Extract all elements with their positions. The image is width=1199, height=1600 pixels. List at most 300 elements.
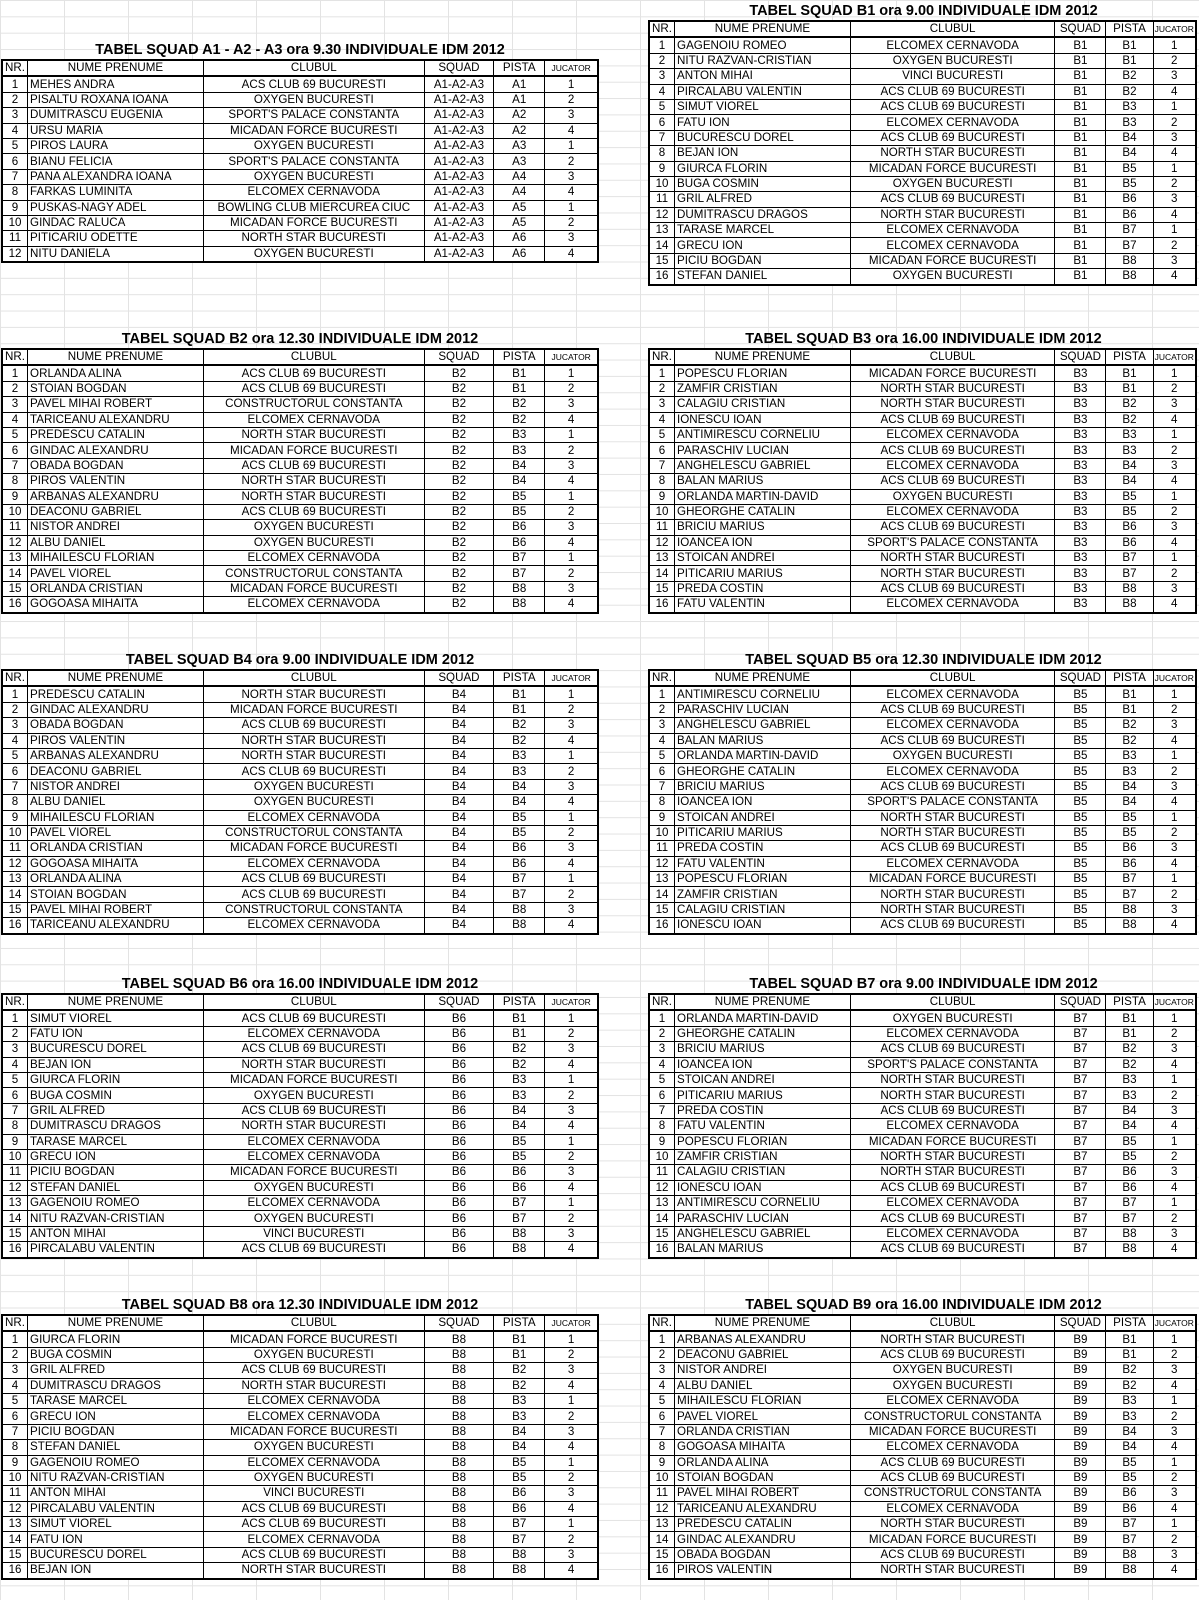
- cell-squad: A1-A2-A3: [424, 185, 494, 200]
- cell-nr: 12: [649, 1501, 675, 1516]
- cell-name: PUSKAS-NAGY ADEL: [28, 200, 204, 215]
- cell-name: OBADA BOGDAN: [675, 1547, 851, 1562]
- table-row: [649, 99, 1196, 114]
- cell-nr: 13: [2, 872, 28, 887]
- cell-nr: 11: [649, 841, 675, 856]
- column-header-squad: SQUAD: [424, 1315, 494, 1331]
- cell-squad: B8: [424, 1409, 494, 1424]
- cell-nr: 3: [649, 69, 675, 84]
- cell-pista: A5: [494, 215, 545, 230]
- table-row: [2, 581, 598, 596]
- cell-nr: 5: [2, 1393, 28, 1408]
- cell-name: PICIU BOGDAN: [675, 253, 851, 268]
- cell-nr: 5: [649, 99, 675, 114]
- cell-club: OXYGEN BUCURESTI: [203, 169, 424, 184]
- cell-jucator: 3: [1153, 1042, 1196, 1057]
- table-row: [2, 1547, 598, 1562]
- cell-club: MICADAN FORCE BUCURESTI: [203, 702, 424, 717]
- cell-squad: B8: [424, 1363, 494, 1378]
- cell-jucator: 2: [1153, 53, 1196, 68]
- cell-club: NORTH STAR BUCURESTI: [850, 1072, 1054, 1087]
- cell-pista: B1: [1106, 702, 1153, 717]
- table-row: [2, 702, 598, 717]
- cell-name: CALAGIU CRISTIAN: [675, 397, 851, 412]
- table-row: [649, 566, 1196, 581]
- cell-nr: 7: [2, 1424, 28, 1439]
- cell-club: ELCOMEX CERNAVODA: [203, 1409, 424, 1424]
- cell-nr: 6: [2, 1409, 28, 1424]
- cell-jucator: 3: [545, 718, 598, 733]
- table-row: [2, 872, 598, 887]
- column-header-nr: NR.: [2, 670, 28, 686]
- column-header-name: NUME PRENUME: [675, 1315, 851, 1331]
- cell-jucator: 1: [545, 76, 598, 92]
- cell-club: ACS CLUB 69 BUCURESTI: [850, 581, 1054, 596]
- table-title: TABEL SQUAD B2 ora 12.30 INDIVIDUALE IDM 2012: [121, 331, 479, 347]
- cell-name: GIURCA FLORIN: [28, 1072, 204, 1087]
- cell-pista: B4: [1106, 1424, 1153, 1439]
- table-row: [649, 795, 1196, 810]
- cell-pista: B4: [494, 795, 545, 810]
- table-row: [2, 504, 598, 519]
- cell-name: ORLANDA CRISTIAN: [675, 1424, 851, 1439]
- header-row: [649, 994, 1196, 1010]
- cell-pista: B5: [1106, 1470, 1153, 1485]
- cell-name: PIROS VALENTIN: [28, 474, 204, 489]
- cell-squad: B6: [424, 1026, 494, 1041]
- cell-name: DEACONU GABRIEL: [675, 1347, 851, 1362]
- cell-club: MICADAN FORCE BUCURESTI: [203, 215, 424, 230]
- cell-club: BOWLING CLUB MIERCUREA CIUC: [203, 200, 424, 215]
- cell-nr: 8: [2, 185, 28, 200]
- cell-nr: 16: [649, 1242, 675, 1258]
- cell-jucator: 3: [545, 458, 598, 473]
- cell-name: BEJAN ION: [28, 1563, 204, 1579]
- cell-squad: B1: [1055, 269, 1106, 285]
- cell-club: OXYGEN BUCURESTI: [203, 1440, 424, 1455]
- cell-jucator: 1: [1153, 223, 1196, 238]
- cell-squad: B3: [1055, 581, 1106, 596]
- table-row: [2, 887, 598, 902]
- cell-squad: B6: [424, 1242, 494, 1258]
- cell-jucator: 4: [545, 1440, 598, 1455]
- cell-pista: B4: [1106, 779, 1153, 794]
- cell-club: ELCOMEX CERNAVODA: [850, 764, 1054, 779]
- cell-jucator: 3: [545, 520, 598, 535]
- cell-jucator: 4: [1153, 856, 1196, 871]
- cell-name: ANTON MIHAI: [675, 69, 851, 84]
- cell-name: ZAMFIR CRISTIAN: [675, 1149, 851, 1164]
- table-row: [2, 1165, 598, 1180]
- cell-squad: B1: [1055, 84, 1106, 99]
- cell-pista: B4: [494, 1440, 545, 1455]
- cell-name: PICIU BOGDAN: [28, 1424, 204, 1439]
- table-row: [649, 130, 1196, 145]
- cell-nr: 14: [649, 1532, 675, 1547]
- table-row: [2, 1440, 598, 1455]
- cell-squad: B9: [1055, 1409, 1106, 1424]
- cell-jucator: 1: [1153, 1010, 1196, 1026]
- cell-pista: B5: [1106, 489, 1153, 504]
- column-header-squad: SQUAD: [1055, 1315, 1106, 1331]
- cell-jucator: 3: [545, 581, 598, 596]
- cell-jucator: 2: [1153, 1211, 1196, 1226]
- cell-name: GHEORGHE CATALIN: [675, 764, 851, 779]
- table-block-b3: [648, 330, 1199, 614]
- cell-jucator: 1: [1153, 1517, 1196, 1532]
- table-block-a1-a2-a3: [1, 41, 599, 263]
- cell-squad: B5: [1055, 779, 1106, 794]
- cell-name: GOGOASA MIHAITA: [675, 1440, 851, 1455]
- table-row: [649, 474, 1196, 489]
- cell-jucator: 3: [1153, 1226, 1196, 1241]
- cell-club: OXYGEN BUCURESTI: [203, 1347, 424, 1362]
- table-row: [649, 69, 1196, 84]
- cell-jucator: 4: [545, 535, 598, 550]
- cell-club: OXYGEN BUCURESTI: [203, 535, 424, 550]
- table-row: [2, 381, 598, 396]
- cell-jucator: 3: [1153, 718, 1196, 733]
- cell-jucator: 3: [545, 1165, 598, 1180]
- cell-jucator: 3: [1153, 1165, 1196, 1180]
- cell-pista: B4: [494, 474, 545, 489]
- cell-club: ELCOMEX CERNAVODA: [850, 1393, 1054, 1408]
- cell-jucator: 2: [545, 1347, 598, 1362]
- cell-name: ORLANDA ALINA: [28, 872, 204, 887]
- cell-club: OXYGEN BUCURESTI: [850, 1363, 1054, 1378]
- table-row: [649, 1517, 1196, 1532]
- cell-squad: B8: [424, 1378, 494, 1393]
- cell-nr: 2: [649, 53, 675, 68]
- cell-squad: A1-A2-A3: [424, 108, 494, 123]
- cell-nr: 6: [649, 1409, 675, 1424]
- cell-nr: 11: [2, 841, 28, 856]
- cell-jucator: 1: [1153, 686, 1196, 702]
- cell-club: OXYGEN BUCURESTI: [203, 92, 424, 107]
- cell-squad: B7: [1055, 1088, 1106, 1103]
- table-row: [649, 365, 1196, 381]
- cell-name: STOIAN BOGDAN: [28, 887, 204, 902]
- cell-squad: B3: [1055, 443, 1106, 458]
- cell-squad: B9: [1055, 1470, 1106, 1485]
- table-row: [2, 1532, 598, 1547]
- cell-club: OXYGEN BUCURESTI: [850, 489, 1054, 504]
- cell-name: PIROS LAURA: [28, 138, 204, 153]
- cell-nr: 12: [2, 1180, 28, 1195]
- table-row: [2, 458, 598, 473]
- cell-club: NORTH STAR BUCURESTI: [203, 231, 424, 246]
- cell-nr: 16: [2, 597, 28, 613]
- header-row: [649, 21, 1196, 37]
- table-title: TABEL SQUAD B4 ora 9.00 INDIVIDUALE IDM 2012: [125, 652, 475, 668]
- cell-jucator: 3: [1153, 253, 1196, 268]
- cell-nr: 16: [2, 1563, 28, 1579]
- cell-squad: B7: [1055, 1211, 1106, 1226]
- cell-jucator: 1: [545, 1010, 598, 1026]
- cell-club: VINCI BUCURESTI: [203, 1486, 424, 1501]
- cell-club: NORTH STAR BUCURESTI: [850, 1165, 1054, 1180]
- cell-nr: 10: [2, 1149, 28, 1164]
- cell-squad: B7: [1055, 1057, 1106, 1072]
- cell-club: ELCOMEX CERNAVODA: [850, 427, 1054, 442]
- cell-pista: B7: [494, 1517, 545, 1532]
- cell-nr: 12: [2, 535, 28, 550]
- cell-jucator: 3: [545, 841, 598, 856]
- cell-jucator: 4: [1153, 597, 1196, 613]
- table-row: [649, 397, 1196, 412]
- cell-jucator: 2: [545, 1211, 598, 1226]
- cell-name: SIMUT VIOREL: [28, 1010, 204, 1026]
- cell-nr: 10: [649, 504, 675, 519]
- cell-nr: 8: [649, 1440, 675, 1455]
- cell-name: IOANCEA ION: [675, 1057, 851, 1072]
- cell-club: ACS CLUB 69 BUCURESTI: [850, 520, 1054, 535]
- cell-nr: 1: [649, 686, 675, 702]
- cell-jucator: 2: [545, 381, 598, 396]
- cell-pista: A1: [494, 76, 545, 92]
- cell-jucator: 4: [1153, 918, 1196, 934]
- cell-name: GINDAC ALEXANDRU: [28, 443, 204, 458]
- cell-pista: A4: [494, 185, 545, 200]
- cell-nr: 8: [2, 1119, 28, 1134]
- cell-name: STOIAN BOGDAN: [675, 1470, 851, 1485]
- table-row: [649, 443, 1196, 458]
- table-row: [649, 1501, 1196, 1516]
- cell-pista: B3: [1106, 1409, 1153, 1424]
- cell-club: MICADAN FORCE BUCURESTI: [850, 872, 1054, 887]
- cell-squad: B9: [1055, 1440, 1106, 1455]
- cell-nr: 14: [2, 1211, 28, 1226]
- cell-squad: A1-A2-A3: [424, 154, 494, 169]
- cell-club: MICADAN FORCE BUCURESTI: [850, 253, 1054, 268]
- cell-nr: 6: [2, 1088, 28, 1103]
- cell-club: MICADAN FORCE BUCURESTI: [850, 161, 1054, 176]
- cell-name: NISTOR ANDREI: [28, 779, 204, 794]
- cell-squad: B2: [424, 397, 494, 412]
- cell-nr: 8: [2, 474, 28, 489]
- cell-pista: B8: [494, 1563, 545, 1579]
- cell-club: VINCI BUCURESTI: [850, 69, 1054, 84]
- cell-pista: B3: [494, 764, 545, 779]
- cell-name: FATU VALENTIN: [675, 597, 851, 613]
- cell-club: NORTH STAR BUCURESTI: [850, 397, 1054, 412]
- cell-name: ZAMFIR CRISTIAN: [675, 887, 851, 902]
- cell-nr: 9: [649, 161, 675, 176]
- cell-club: NORTH STAR BUCURESTI: [850, 566, 1054, 581]
- cell-pista: B6: [1106, 1165, 1153, 1180]
- cell-squad: B9: [1055, 1563, 1106, 1579]
- cell-club: NORTH STAR BUCURESTI: [850, 887, 1054, 902]
- cell-jucator: 2: [545, 887, 598, 902]
- cell-nr: 3: [2, 718, 28, 733]
- cell-nr: 9: [2, 810, 28, 825]
- cell-nr: 7: [649, 1424, 675, 1439]
- cell-jucator: 4: [1153, 412, 1196, 427]
- cell-name: IONESCU IOAN: [675, 412, 851, 427]
- cell-jucator: 3: [1153, 902, 1196, 917]
- cell-club: ELCOMEX CERNAVODA: [203, 1026, 424, 1041]
- cell-jucator: 3: [1153, 130, 1196, 145]
- cell-pista: A5: [494, 200, 545, 215]
- cell-name: ORLANDA CRISTIAN: [28, 841, 204, 856]
- cell-nr: 4: [2, 733, 28, 748]
- table-row: [2, 1196, 598, 1211]
- cell-club: ELCOMEX CERNAVODA: [850, 1501, 1054, 1516]
- table-row: [2, 535, 598, 550]
- cell-jucator: 4: [545, 795, 598, 810]
- cell-squad: B7: [1055, 1026, 1106, 1041]
- cell-nr: 1: [2, 365, 28, 381]
- cell-nr: 3: [649, 718, 675, 733]
- table-row: [649, 1119, 1196, 1134]
- cell-squad: B2: [424, 381, 494, 396]
- cell-jucator: 1: [545, 686, 598, 702]
- cell-pista: B5: [494, 810, 545, 825]
- cell-jucator: 4: [1153, 1378, 1196, 1393]
- cell-squad: B3: [1055, 381, 1106, 396]
- table-row: [2, 1409, 598, 1424]
- cell-name: ARBANAS ALEXANDRU: [675, 1331, 851, 1347]
- cell-jucator: 3: [1153, 1547, 1196, 1562]
- cell-squad: B9: [1055, 1532, 1106, 1547]
- cell-club: SPORT'S PALACE CONSTANTA: [850, 535, 1054, 550]
- table-row: [2, 92, 598, 107]
- cell-pista: B3: [494, 427, 545, 442]
- cell-jucator: 4: [1153, 207, 1196, 222]
- cell-jucator: 4: [1153, 1119, 1196, 1134]
- cell-squad: B2: [424, 365, 494, 381]
- cell-squad: B7: [1055, 1134, 1106, 1149]
- table-row: [2, 856, 598, 871]
- cell-nr: 12: [2, 1501, 28, 1516]
- cell-nr: 8: [2, 1440, 28, 1455]
- cell-pista: B7: [494, 566, 545, 581]
- table-row: [2, 397, 598, 412]
- cell-name: TARICEANU ALEXANDRU: [675, 1501, 851, 1516]
- table-row: [2, 551, 598, 566]
- column-header-name: NUME PRENUME: [28, 1315, 204, 1331]
- cell-name: PITICARIU MARIUS: [675, 566, 851, 581]
- cell-club: ACS CLUB 69 BUCURESTI: [203, 1363, 424, 1378]
- cell-squad: A1-A2-A3: [424, 169, 494, 184]
- table-row: [2, 825, 598, 840]
- cell-pista: B4: [1106, 1103, 1153, 1118]
- cell-squad: B2: [424, 566, 494, 581]
- cell-squad: B3: [1055, 535, 1106, 550]
- cell-pista: B5: [1106, 1149, 1153, 1164]
- cell-pista: B6: [494, 856, 545, 871]
- cell-squad: B5: [1055, 841, 1106, 856]
- cell-nr: 1: [2, 1010, 28, 1026]
- cell-pista: B8: [1106, 1563, 1153, 1579]
- cell-nr: 1: [649, 1010, 675, 1026]
- cell-club: ELCOMEX CERNAVODA: [203, 918, 424, 934]
- header-row: [2, 994, 598, 1010]
- cell-pista: B1: [494, 702, 545, 717]
- cell-name: POPESCU FLORIAN: [675, 872, 851, 887]
- cell-club: NORTH STAR BUCURESTI: [850, 810, 1054, 825]
- cell-squad: B4: [424, 733, 494, 748]
- cell-pista: B8: [494, 1226, 545, 1241]
- cell-club: ACS CLUB 69 BUCURESTI: [203, 1501, 424, 1516]
- cell-jucator: 1: [1153, 748, 1196, 763]
- cell-squad: B1: [1055, 146, 1106, 161]
- cell-squad: A1-A2-A3: [424, 92, 494, 107]
- table-row: [649, 1149, 1196, 1164]
- cell-club: NORTH STAR BUCURESTI: [203, 1057, 424, 1072]
- cell-name: PAVEL MIHAI ROBERT: [675, 1486, 851, 1501]
- cell-jucator: 2: [1153, 443, 1196, 458]
- cell-club: ELCOMEX CERNAVODA: [850, 504, 1054, 519]
- cell-squad: B8: [424, 1517, 494, 1532]
- cell-nr: 15: [2, 1547, 28, 1562]
- cell-club: ACS CLUB 69 BUCURESTI: [850, 99, 1054, 114]
- table-title: TABEL SQUAD A1 - A2 - A3 ora 9.30 INDIVIDUALE IDM 2012: [95, 42, 505, 58]
- cell-nr: 5: [2, 748, 28, 763]
- cell-name: TARICEANU ALEXANDRU: [28, 918, 204, 934]
- cell-nr: 4: [649, 1057, 675, 1072]
- cell-squad: B9: [1055, 1347, 1106, 1362]
- cell-club: ACS CLUB 69 BUCURESTI: [203, 718, 424, 733]
- cell-pista: B3: [494, 1072, 545, 1087]
- cell-club: NORTH STAR BUCURESTI: [203, 489, 424, 504]
- table-block-b1: [648, 2, 1199, 286]
- cell-club: ACS CLUB 69 BUCURESTI: [850, 474, 1054, 489]
- cell-jucator: 2: [1153, 1347, 1196, 1362]
- cell-squad: B9: [1055, 1517, 1106, 1532]
- cell-name: PANA ALEXANDRA IOANA: [28, 169, 204, 184]
- cell-squad: B4: [424, 748, 494, 763]
- cell-jucator: 1: [1153, 489, 1196, 504]
- table-row: [2, 474, 598, 489]
- table-row: [649, 412, 1196, 427]
- cell-squad: B4: [424, 825, 494, 840]
- table-row: [2, 520, 598, 535]
- cell-nr: 11: [2, 1486, 28, 1501]
- cell-name: NISTOR ANDREI: [675, 1363, 851, 1378]
- cell-pista: B2: [1106, 1378, 1153, 1393]
- table-row: [2, 686, 598, 702]
- cell-name: GAGENOIU ROMEO: [28, 1196, 204, 1211]
- table-row: [649, 733, 1196, 748]
- header-row: [649, 1315, 1196, 1331]
- table-row: [2, 200, 598, 215]
- squad-table: [1, 993, 599, 1259]
- cell-club: NORTH STAR BUCURESTI: [850, 1088, 1054, 1103]
- cell-name: ALBU DANIEL: [28, 535, 204, 550]
- cell-club: NORTH STAR BUCURESTI: [203, 748, 424, 763]
- cell-squad: B9: [1055, 1393, 1106, 1408]
- cell-name: SIMUT VIOREL: [28, 1517, 204, 1532]
- table-title: TABEL SQUAD B6 ora 16.00 INDIVIDUALE IDM 2012: [121, 976, 479, 992]
- cell-nr: 15: [649, 1226, 675, 1241]
- cell-squad: B5: [1055, 718, 1106, 733]
- table-row: [649, 1196, 1196, 1211]
- table-row: [649, 207, 1196, 222]
- cell-pista: B3: [1106, 115, 1153, 130]
- cell-club: ACS CLUB 69 BUCURESTI: [203, 887, 424, 902]
- cell-pista: B7: [1106, 1211, 1153, 1226]
- cell-jucator: 3: [545, 1547, 598, 1562]
- cell-pista: B6: [1106, 1501, 1153, 1516]
- cell-name: POPESCU FLORIAN: [675, 365, 851, 381]
- cell-squad: B8: [424, 1532, 494, 1547]
- cell-jucator: 2: [1153, 1149, 1196, 1164]
- cell-pista: A6: [494, 231, 545, 246]
- table-row: [2, 1393, 598, 1408]
- table-row: [2, 169, 598, 184]
- cell-pista: B4: [1106, 130, 1153, 145]
